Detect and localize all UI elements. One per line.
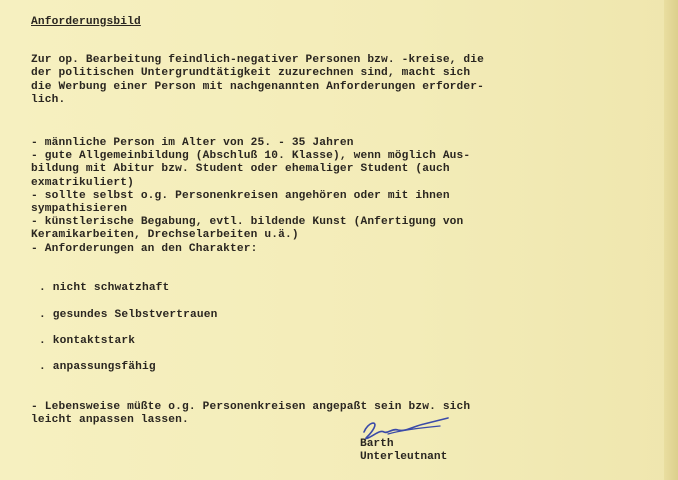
character-traits xyxy=(31,256,651,401)
list-item: . gesundes Selbstvertrauen xyxy=(39,308,218,321)
list-item: - männliche Person im Alter von 25. - 35 Jahren xyxy=(31,137,354,150)
list-item: . kontaktstark xyxy=(39,335,136,348)
list-item: . nicht schwatzhaft xyxy=(39,282,170,295)
list-item: - Anforderungen an den Charakter: xyxy=(31,242,258,255)
signature-name: Barth xyxy=(360,438,394,450)
intro-paragraph: Zur op. Bearbeitung feindlich-negativer Personen bzw. -kreise, die der politischen Untergrundtätigkeit zuzurechnen sind, macht sich die Werbung einer Person mit nachgenannten Anforderungen erforder- lich. xyxy=(31,54,484,106)
document-title: Anforderungsbild xyxy=(31,16,141,28)
signature-rank: Unterleutnant xyxy=(360,451,448,463)
requirements-list xyxy=(31,137,651,427)
list-item: - sollte selbst o.g. Personenkreisen angehören oder mit ihnen sympathisieren xyxy=(31,189,450,216)
list-item: - gute Allgemeinbildung (Abschluß 10. Klasse), wenn möglich Aus- bildung mit Abitur bzw. Student oder ehemaliger Student (auch exmatrikuliert) xyxy=(31,150,471,189)
list-item: - künstlerische Begabung, evtl. bildende Kunst (Anfertigung von Keramikarbeiten, Drechselarbeiten u.ä.) xyxy=(31,216,464,242)
document-body xyxy=(31,16,651,427)
character-traits-list xyxy=(31,269,651,388)
page-edge xyxy=(664,0,678,480)
list-item: . anpassungsfähig xyxy=(39,361,156,374)
list-item: - Lebensweise müßte o.g. Personenkreisen angepaßt sein bzw. sich leicht anpassen lassen. xyxy=(31,401,471,427)
